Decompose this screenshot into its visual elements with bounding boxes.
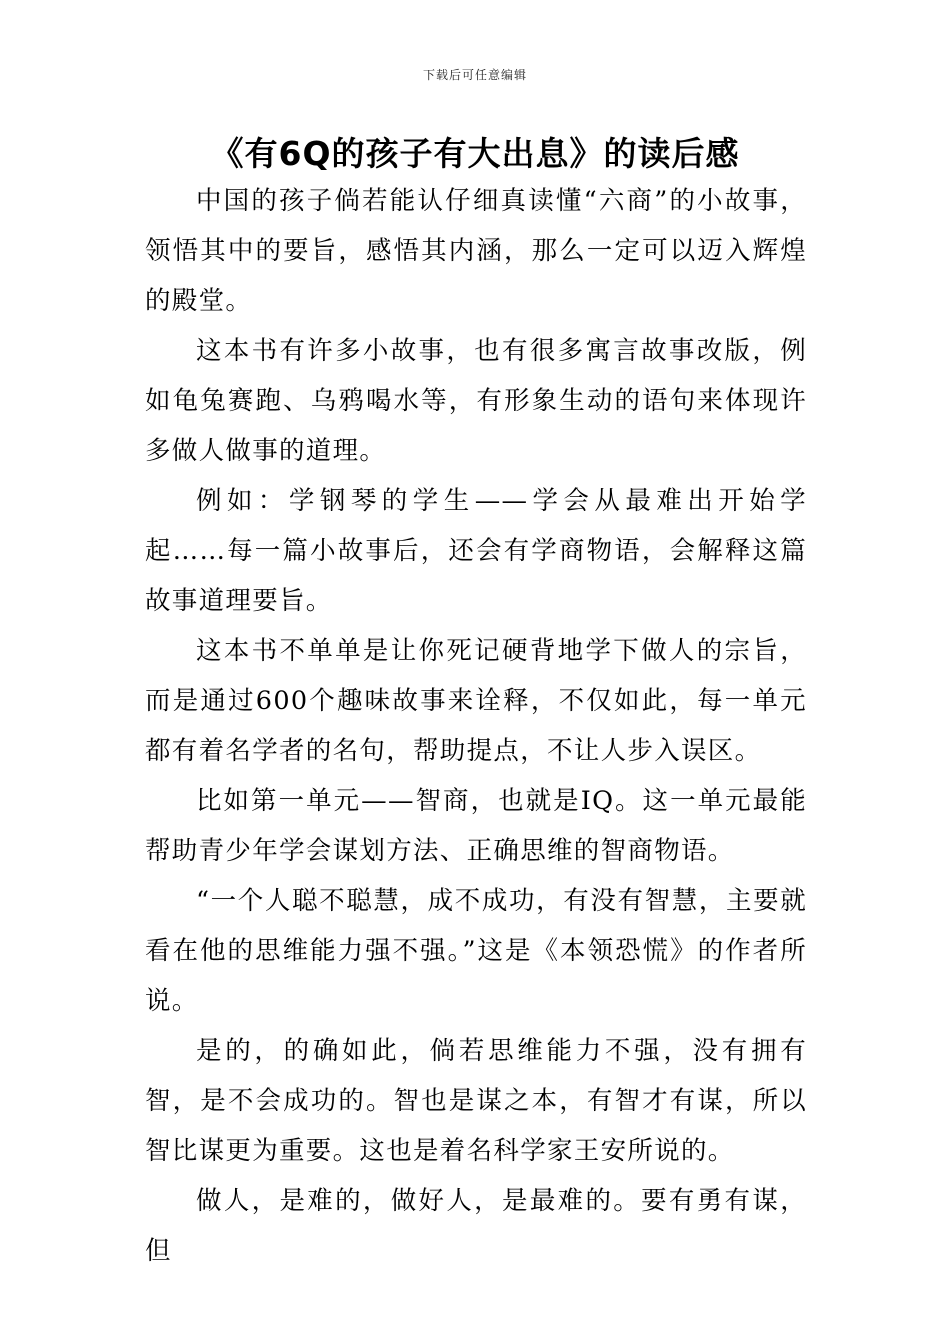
paragraph-3: 例如：学钢琴的学生——学会从最难出开始学起……每一篇小故事后，还会有学商物语，会解释这篇故事道理要旨。 (145, 486, 807, 616)
document-title: 《有6Q的孩子有大出息》的读后感 (210, 134, 740, 173)
paragraph-7: 是的，的确如此，倘若思维能力不强，没有拥有智，是不会成功的。智也是谋之本，有智才有谋，所以智比谋更为重要。这也是着名科学家王安所说的。 (145, 1036, 807, 1166)
paragraph-2: 这本书有许多小故事，也有很多寓言故事改版，例如龟兔赛跑、乌鸦喝水等，有形象生动的语句来体现许多做人做事的道理。 (145, 336, 807, 466)
header-note: 下载后可任意编辑 (422, 68, 527, 82)
paragraph-8: 做人，是难的，做好人，是最难的。要有勇有谋，但 (145, 1186, 807, 1266)
paragraph-4: 这本书不单单是让你死记硬背地学下做人的宗旨，而是通过600个趣味故事来诠释，不仅如此，每一单元都有着名学者的名句，帮助提点，不让人步入误区。 (145, 636, 807, 766)
paragraph-5: 比如第一单元——智商，也就是IQ。这一单元最能帮助青少年学会谋划方法、正确思维的智商物语。 (145, 786, 807, 866)
paragraph-1: 中国的孩子倘若能认仔细真读懂“六商”的小故事，领悟其中的要旨，感悟其内涵，那么一定可以迈入辉煌的殿堂。 (145, 186, 807, 316)
paragraph-6: “一个人聪不聪慧，成不成功，有没有智慧，主要就看在他的思维能力强不强。”这是《本领恐慌》的作者所说。 (145, 886, 807, 1016)
document-body (145, 176, 807, 1276)
